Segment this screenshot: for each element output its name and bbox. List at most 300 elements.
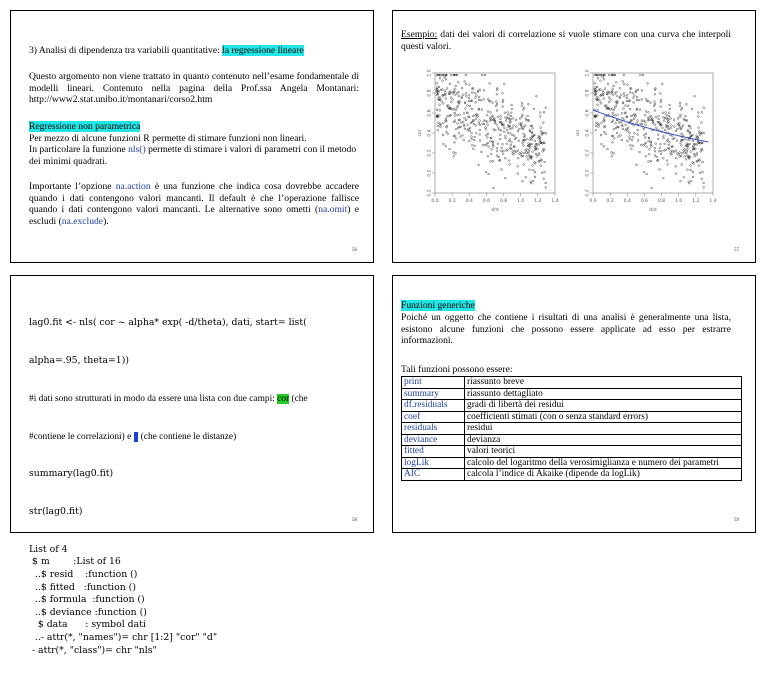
data-point bbox=[675, 165, 677, 167]
function-name-cell: fitted bbox=[402, 446, 465, 458]
data-point bbox=[501, 147, 503, 149]
data-point bbox=[701, 111, 703, 113]
data-point bbox=[502, 106, 504, 108]
data-point bbox=[629, 108, 631, 110]
data-point bbox=[474, 145, 476, 147]
x-tick-label: 0.4 bbox=[623, 199, 631, 204]
data-point bbox=[611, 121, 613, 123]
data-point bbox=[469, 127, 471, 129]
data-point bbox=[612, 115, 614, 117]
data-point bbox=[514, 138, 516, 140]
data-point bbox=[524, 135, 526, 137]
data-point bbox=[450, 101, 452, 103]
data-point bbox=[677, 118, 679, 120]
data-point bbox=[654, 147, 656, 149]
data-point bbox=[467, 124, 469, 126]
data-point bbox=[492, 102, 494, 104]
data-point bbox=[662, 177, 664, 179]
data-point bbox=[486, 121, 488, 123]
data-point bbox=[523, 144, 525, 146]
data-point bbox=[453, 152, 455, 154]
data-point bbox=[676, 128, 678, 130]
data-point bbox=[636, 96, 638, 98]
data-point bbox=[697, 112, 699, 114]
data-point bbox=[698, 130, 700, 132]
data-point bbox=[687, 146, 689, 148]
data-point bbox=[681, 126, 683, 128]
table-row bbox=[402, 469, 742, 481]
function-name-cell: logLik bbox=[402, 457, 465, 469]
data-point bbox=[436, 82, 438, 84]
data-point bbox=[528, 150, 530, 152]
data-point bbox=[611, 152, 613, 154]
r-output-line: $ data : symbol dati bbox=[29, 619, 146, 631]
page-number: 57 bbox=[734, 248, 739, 253]
data-point bbox=[503, 83, 505, 85]
data-point bbox=[535, 153, 537, 155]
data-point bbox=[439, 104, 441, 106]
data-point bbox=[692, 176, 694, 178]
functions-table bbox=[401, 376, 742, 481]
data-point bbox=[597, 126, 599, 128]
data-point bbox=[479, 120, 481, 122]
data-point bbox=[667, 128, 669, 130]
data-point bbox=[474, 92, 476, 94]
data-point bbox=[449, 83, 451, 85]
data-point bbox=[457, 122, 459, 124]
data-point bbox=[478, 164, 480, 166]
data-point bbox=[690, 127, 692, 129]
table-row bbox=[402, 434, 742, 446]
data-point bbox=[595, 129, 597, 131]
data-point bbox=[458, 132, 460, 134]
data-point bbox=[702, 161, 704, 163]
data-point bbox=[629, 144, 631, 146]
data-point bbox=[462, 94, 464, 96]
data-point bbox=[496, 147, 498, 149]
data-point bbox=[472, 148, 474, 150]
data-point bbox=[603, 78, 605, 80]
data-point bbox=[462, 134, 464, 136]
data-point bbox=[471, 108, 473, 110]
data-point bbox=[542, 122, 544, 124]
r-output bbox=[29, 544, 308, 657]
data-point bbox=[474, 97, 476, 99]
data-point bbox=[485, 128, 487, 130]
data-point bbox=[471, 132, 473, 134]
data-point bbox=[626, 84, 628, 86]
data-point bbox=[636, 99, 638, 101]
data-point bbox=[468, 94, 470, 96]
data-point bbox=[673, 119, 675, 121]
data-point bbox=[618, 122, 620, 124]
data-point bbox=[447, 115, 449, 117]
data-point bbox=[639, 109, 641, 111]
data-point bbox=[483, 99, 485, 101]
data-point bbox=[543, 111, 545, 113]
data-point bbox=[633, 125, 635, 127]
function-desc-cell: devianza bbox=[465, 434, 742, 446]
x-tick-label: 1.0 bbox=[675, 199, 683, 204]
data-point bbox=[616, 95, 618, 97]
code-comment-1 bbox=[29, 393, 308, 406]
section-title-text: 3) Analisi di dipendenza tra variabili quantitative: bbox=[29, 45, 223, 56]
data-point bbox=[684, 138, 686, 140]
data-point bbox=[522, 114, 524, 116]
data-point bbox=[680, 142, 682, 144]
data-point bbox=[596, 96, 598, 98]
data-point bbox=[495, 105, 497, 107]
data-point bbox=[651, 187, 653, 189]
data-point bbox=[600, 134, 602, 136]
example-label: Esempio: bbox=[401, 29, 438, 40]
data-point bbox=[533, 108, 535, 110]
na-omit-keyword: na.omit bbox=[318, 204, 348, 216]
data-point bbox=[502, 101, 504, 103]
data-point bbox=[504, 135, 506, 137]
data-point bbox=[648, 161, 650, 163]
data-point bbox=[456, 114, 458, 116]
data-point bbox=[496, 103, 498, 105]
data-point bbox=[445, 118, 447, 120]
data-point bbox=[637, 129, 639, 131]
cor-highlight: cor bbox=[277, 393, 290, 404]
data-point bbox=[613, 138, 615, 140]
data-point bbox=[515, 119, 517, 121]
function-name-cell: summary bbox=[402, 388, 465, 400]
data-point bbox=[612, 141, 614, 143]
data-point bbox=[643, 171, 645, 173]
data-point bbox=[599, 100, 601, 102]
data-point bbox=[469, 130, 471, 132]
data-point bbox=[673, 126, 675, 128]
data-point bbox=[522, 142, 524, 144]
data-point bbox=[637, 140, 639, 142]
r-output-line: - attr(*, "class")= chr "nls" bbox=[29, 644, 157, 656]
slide-page-58 bbox=[10, 275, 374, 656]
data-point bbox=[690, 165, 692, 167]
data-point bbox=[627, 130, 629, 132]
data-point bbox=[464, 117, 466, 119]
data-point bbox=[698, 165, 700, 167]
data-point bbox=[504, 127, 506, 129]
data-point bbox=[517, 173, 519, 175]
data-point bbox=[478, 122, 480, 124]
data-point bbox=[632, 97, 634, 99]
data-point bbox=[442, 134, 444, 136]
data-point bbox=[474, 114, 476, 116]
data-point bbox=[668, 144, 670, 146]
data-point bbox=[497, 127, 499, 129]
function-name-cell: deviance bbox=[402, 434, 465, 446]
data-point bbox=[626, 128, 628, 130]
data-point bbox=[450, 74, 452, 76]
data-point bbox=[631, 139, 633, 141]
intro-paragraph: Questo argomento non viene trattato in quanto contenuto nell’esame fondamentale di modelli lineari. Contenuto nella pagina della Prof.ssa Angela Montanari: http://www2.stat.unibo.it/montanari/corso2.htm bbox=[29, 71, 359, 106]
data-point bbox=[466, 95, 468, 97]
data-point bbox=[485, 171, 487, 173]
data-point bbox=[527, 158, 529, 160]
r-output-line: $ m :List of 16 bbox=[29, 556, 121, 568]
data-point bbox=[600, 80, 602, 82]
data-point bbox=[669, 141, 671, 143]
data-point bbox=[630, 148, 632, 150]
data-point bbox=[471, 138, 473, 140]
data-point bbox=[637, 134, 639, 136]
r-output-line: ..$ resid :function () bbox=[29, 569, 138, 581]
function-name-cell: residuals bbox=[402, 423, 465, 435]
function-desc-cell: riassunto breve bbox=[465, 377, 742, 389]
data-point bbox=[467, 105, 469, 107]
data-point bbox=[703, 107, 705, 109]
data-point bbox=[513, 125, 515, 127]
data-point bbox=[515, 126, 517, 128]
data-point bbox=[612, 94, 614, 96]
data-point bbox=[619, 87, 621, 89]
data-point bbox=[501, 169, 503, 171]
data-point bbox=[672, 138, 674, 140]
data-point bbox=[469, 105, 471, 107]
data-point bbox=[478, 99, 480, 101]
data-point bbox=[544, 171, 546, 173]
data-point bbox=[675, 173, 677, 175]
plot-frame bbox=[435, 73, 555, 193]
y-tick-label: 0.8 bbox=[427, 89, 433, 97]
data-point bbox=[624, 95, 626, 97]
y-axis-label: cor bbox=[576, 129, 581, 137]
y-tick-label: 0.8 bbox=[585, 89, 591, 97]
data-point bbox=[452, 92, 454, 94]
data-point bbox=[654, 150, 656, 152]
r-output-line: ..$ fitted :function () bbox=[29, 581, 136, 593]
data-point bbox=[496, 150, 498, 152]
data-point bbox=[632, 114, 634, 116]
y-tick-label: 1.0 bbox=[585, 69, 591, 77]
data-point bbox=[625, 105, 627, 107]
data-point bbox=[659, 92, 661, 94]
data-point bbox=[665, 112, 667, 114]
data-point bbox=[603, 98, 605, 100]
data-point bbox=[671, 135, 673, 137]
data-point bbox=[492, 160, 494, 162]
data-point bbox=[468, 100, 470, 102]
data-point bbox=[510, 112, 512, 114]
function-name-cell: AIC bbox=[402, 469, 465, 481]
data-point bbox=[475, 125, 477, 127]
r-output-line: ..$ deviance :function () bbox=[29, 606, 147, 618]
data-point bbox=[655, 88, 657, 90]
data-point bbox=[453, 155, 455, 157]
data-point bbox=[607, 83, 609, 85]
data-point bbox=[612, 88, 614, 90]
data-point bbox=[603, 145, 605, 147]
data-point bbox=[633, 95, 635, 97]
data-point bbox=[698, 127, 700, 129]
data-point bbox=[703, 187, 705, 189]
data-point bbox=[479, 140, 481, 142]
data-point bbox=[641, 89, 643, 91]
data-point bbox=[668, 115, 670, 117]
y-tick-label: 0.2 bbox=[427, 189, 433, 197]
data-point bbox=[615, 81, 617, 83]
data-point bbox=[498, 129, 500, 131]
x-tick-label: 0.0 bbox=[431, 199, 439, 204]
na-text: Importante l’opzione bbox=[29, 181, 116, 192]
y-tick-label: 0.6 bbox=[427, 109, 433, 117]
na-exclude-keyword: na.exclude bbox=[61, 215, 104, 227]
data-point bbox=[461, 96, 463, 98]
y-tick-label: 0.4 bbox=[585, 129, 591, 137]
function-name-cell: coef bbox=[402, 411, 465, 423]
table-row bbox=[402, 411, 742, 423]
scatterplots bbox=[393, 67, 755, 247]
data-point bbox=[512, 127, 514, 129]
data-point bbox=[442, 102, 444, 104]
data-point bbox=[511, 134, 513, 136]
data-point bbox=[658, 118, 660, 120]
data-point bbox=[693, 153, 695, 155]
data-point bbox=[465, 119, 467, 121]
data-point bbox=[500, 130, 502, 132]
data-point bbox=[681, 133, 683, 135]
r-output-line: List of 4 bbox=[29, 543, 68, 555]
x-tick-label: 1.2 bbox=[534, 199, 542, 204]
data-point bbox=[663, 116, 665, 118]
data-point bbox=[622, 117, 624, 119]
data-point bbox=[459, 114, 461, 116]
data-point bbox=[500, 115, 502, 117]
data-point bbox=[637, 120, 639, 122]
data-point bbox=[633, 118, 635, 120]
data-point bbox=[655, 143, 657, 145]
table-intro: Tali funzioni possono essere: bbox=[401, 364, 513, 375]
data-point bbox=[449, 148, 451, 150]
data-point bbox=[617, 114, 619, 116]
data-point bbox=[642, 74, 644, 76]
data-point bbox=[507, 112, 509, 114]
data-point bbox=[488, 100, 490, 102]
data-point bbox=[539, 116, 541, 118]
data-point bbox=[623, 83, 625, 85]
data-point bbox=[487, 98, 489, 100]
data-point bbox=[487, 155, 489, 157]
data-point bbox=[649, 148, 651, 150]
data-point bbox=[532, 127, 534, 129]
data-point bbox=[641, 120, 643, 122]
data-point bbox=[465, 93, 467, 95]
data-point bbox=[473, 139, 475, 141]
data-point bbox=[622, 128, 624, 130]
data-point bbox=[502, 143, 504, 145]
x-tick-label: 0.0 bbox=[589, 199, 597, 204]
data-point bbox=[545, 187, 547, 189]
data-point bbox=[669, 108, 671, 110]
data-point bbox=[670, 150, 672, 152]
data-point bbox=[660, 153, 662, 155]
data-point bbox=[465, 74, 467, 76]
y-tick-label: 0.0 bbox=[585, 169, 591, 177]
data-point bbox=[664, 143, 666, 145]
code-line-2: alpha=.95, theta=1)) bbox=[29, 354, 129, 366]
data-point bbox=[702, 171, 704, 173]
data-point bbox=[536, 95, 538, 97]
generic-functions-heading bbox=[401, 300, 731, 312]
data-point bbox=[666, 160, 668, 162]
data-point bbox=[613, 85, 615, 87]
data-point bbox=[655, 116, 657, 118]
data-point bbox=[632, 136, 634, 138]
data-point bbox=[683, 176, 685, 178]
data-point bbox=[654, 110, 656, 112]
data-point bbox=[659, 147, 661, 149]
data-point bbox=[637, 89, 639, 91]
data-point bbox=[460, 122, 462, 124]
data-point bbox=[479, 129, 481, 131]
comment-text: #i dati sono strutturati in modo da essere una lista con due campi: bbox=[29, 393, 278, 404]
data-point bbox=[670, 127, 672, 129]
data-point bbox=[703, 132, 705, 134]
data-point bbox=[487, 133, 489, 135]
data-point bbox=[491, 148, 493, 150]
data-point bbox=[612, 112, 614, 114]
data-point bbox=[443, 143, 445, 145]
data-point bbox=[627, 127, 629, 129]
data-point bbox=[528, 103, 530, 105]
data-point bbox=[510, 115, 512, 117]
slide-page-56 bbox=[10, 10, 374, 263]
data-point bbox=[602, 76, 604, 78]
data-point bbox=[645, 133, 647, 135]
data-point bbox=[455, 138, 457, 140]
data-point bbox=[483, 120, 485, 122]
data-point bbox=[468, 128, 470, 130]
data-point bbox=[465, 108, 467, 110]
data-point bbox=[526, 156, 528, 158]
r-output-line: ..- attr(*, "names")= chr [1:2] "cor" "d" bbox=[29, 632, 218, 644]
data-point bbox=[518, 140, 520, 142]
data-point bbox=[675, 130, 677, 132]
heading-highlight: Funzioni generiche bbox=[401, 300, 475, 311]
data-point bbox=[597, 109, 599, 111]
data-point bbox=[630, 115, 632, 117]
data-point bbox=[662, 127, 664, 129]
data-point bbox=[544, 161, 546, 163]
data-point bbox=[611, 155, 613, 157]
data-point bbox=[464, 128, 466, 130]
data-point bbox=[439, 77, 441, 79]
data-point bbox=[645, 142, 647, 144]
data-point bbox=[508, 160, 510, 162]
data-point bbox=[636, 122, 638, 124]
data-point bbox=[643, 128, 645, 130]
data-point bbox=[512, 150, 514, 152]
data-point bbox=[669, 104, 671, 106]
data-point bbox=[670, 118, 672, 120]
nonparametric-line1: Per mezzo di alcune funzioni R permette di stimare funzioni non lineari. bbox=[29, 132, 307, 144]
y-tick-label: 0.4 bbox=[427, 129, 433, 137]
data-point bbox=[660, 150, 662, 152]
data-point bbox=[445, 78, 447, 80]
r-code-block bbox=[29, 292, 308, 682]
data-point bbox=[455, 109, 457, 111]
data-point bbox=[504, 112, 506, 114]
data-point bbox=[445, 145, 447, 147]
data-point bbox=[604, 88, 606, 90]
data-point bbox=[521, 122, 523, 124]
data-point bbox=[454, 88, 456, 90]
data-point bbox=[681, 152, 683, 154]
data-point bbox=[505, 137, 507, 139]
